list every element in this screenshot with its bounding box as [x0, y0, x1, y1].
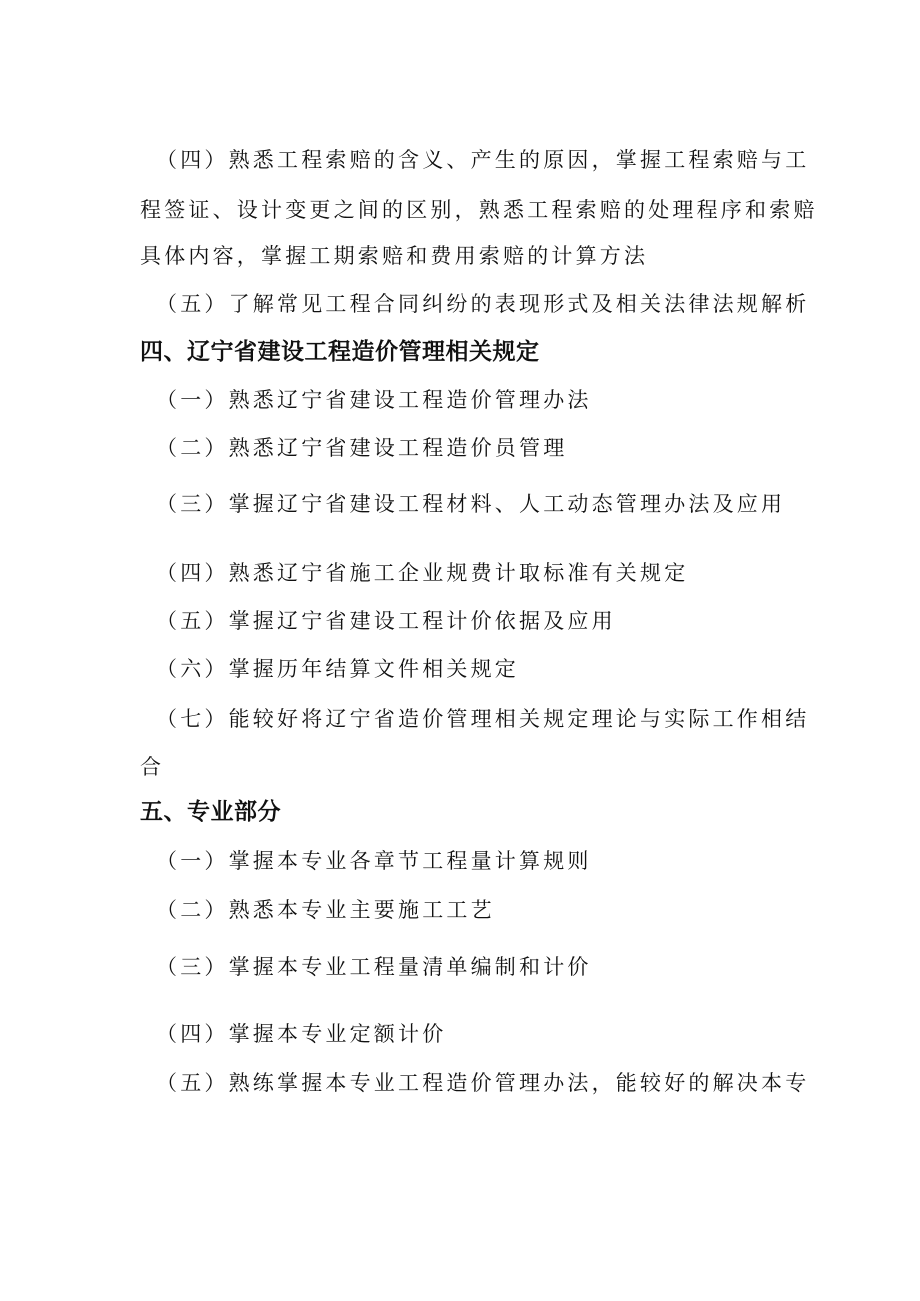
- sec5-item-4: （四）掌握本专业定额计价: [156, 1022, 447, 1046]
- sec5-item-3: （三）掌握本专业工程量清单编制和计价: [156, 955, 592, 979]
- sec3-item4-line2: 程签证、设计变更之间的区别，熟悉工程索赔的处理程序和索赔: [140, 198, 818, 222]
- sec4-item-6: （六）掌握历年结算文件相关规定: [156, 657, 519, 681]
- section-heading-5: 五、专业部分: [140, 799, 281, 825]
- sec3-item5: （五）了解常见工程合同纠纷的表现形式及相关法律法规解析: [156, 292, 810, 316]
- sec4-item-7-line2: 合: [140, 755, 165, 779]
- sec5-item-2: （二）熟悉本专业主要施工工艺: [156, 898, 495, 922]
- sec3-item4-line3: 具体内容，掌握工期索赔和费用索赔的计算方法: [140, 244, 649, 268]
- sec5-item-1: （一）掌握本专业各章节工程量计算规则: [156, 849, 592, 873]
- sec4-item-3: （三）掌握辽宁省建设工程材料、人工动态管理办法及应用: [156, 492, 786, 516]
- sec4-item-1: （一）熟悉辽宁省建设工程造价管理办法: [156, 388, 592, 412]
- sec4-item-2: （二）熟悉辽宁省建设工程造价员管理: [156, 436, 568, 460]
- sec3-item4-line1: （四）熟悉工程索赔的含义、产生的原因，掌握工程索赔与工: [156, 148, 810, 172]
- sec4-item-4: （四）熟悉辽宁省施工企业规费计取标准有关规定: [156, 561, 689, 585]
- sec4-item-5: （五）掌握辽宁省建设工程计价依据及应用: [156, 609, 616, 633]
- section-heading-4: 四、辽宁省建设工程造价管理相关规定: [140, 339, 540, 365]
- sec4-item-7: （七）能较好将辽宁省造价管理相关规定理论与实际工作相结: [156, 707, 810, 731]
- sec5-item-5: （五）熟练掌握本专业工程造价管理办法，能较好的解决本专: [156, 1071, 810, 1095]
